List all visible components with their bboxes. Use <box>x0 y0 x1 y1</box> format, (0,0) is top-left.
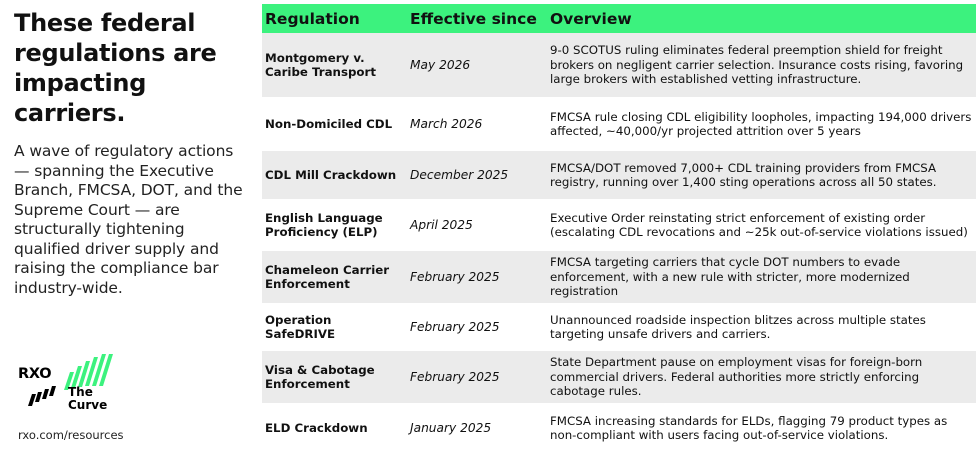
regulation-overview: FMCSA rule closing CDL eligibility loopholes, impacting 194,000 drivers affected, ~40,000/yr projected attrition over 5 years <box>550 109 972 138</box>
regulation-overview: FMCSA targeting carriers that cycle DOT numbers to evade enforcement, with a new rule with stricter, more modernized registration <box>547 251 976 303</box>
effective-date: March 2026 <box>410 116 483 131</box>
regulation-name: Chameleon Carrier Enforcement <box>262 251 407 303</box>
table-row <box>262 97 976 151</box>
table-header-row <box>262 4 976 33</box>
regulation-overview: 9-0 SCOTUS ruling eliminates federal preemption shield for freight brokers on negligent carrier selection. Insurance costs rising, favoring large brokers with established vetting infrastructure. <box>547 33 976 97</box>
regulation-name: CDL Mill Crackdown <box>262 151 407 199</box>
effective-date: December 2025 <box>407 151 547 199</box>
regulation-overview: Unannounced roadside inspection blitzes across multiple states targeting unsafe drivers and carriers. <box>550 312 926 341</box>
resources-link[interactable]: rxo.com/resources <box>18 428 124 442</box>
table-row <box>262 33 976 97</box>
effective-date: February 2025 <box>407 351 547 403</box>
table-row <box>262 199 976 251</box>
regulation-overview: State Department pause on employment visas for foreign-born commercial drivers. Federal authorities more strictly enforcing cabotage rules. <box>547 351 976 403</box>
logo-brand: RXO <box>18 366 52 382</box>
effective-date: May 2026 <box>407 33 547 97</box>
regulation-overview: FMCSA/DOT removed 7,000+ CDL training providers from FMCSA registry, running over 1,400 sting operations across all 50 states. <box>547 151 976 199</box>
effective-date: April 2025 <box>410 217 473 232</box>
header-regulation: Regulation <box>262 4 407 33</box>
logo-curve: Curve <box>68 398 108 412</box>
regulation-name: Non-Domiciled CDL <box>265 116 393 131</box>
effective-date: February 2025 <box>407 251 547 303</box>
regulation-name: Montgomery v. Caribe Transport <box>262 33 407 97</box>
effective-date: January 2025 <box>410 420 492 435</box>
regulation-name: Operation SafeDRIVE <box>265 312 336 341</box>
table-row <box>262 403 976 453</box>
header-overview: Overview <box>547 4 976 33</box>
regulation-name: Visa & Cabotage Enforcement <box>262 351 407 403</box>
logo-the: The <box>68 385 93 399</box>
intro-paragraph: A wave of regulatory actions — spanning the Executive Branch, FMCSA, DOT, and the Supreme Court — are structurally tightening qualified driver supply and raising the compliance bar industry-wide. <box>14 142 243 297</box>
table-row <box>262 351 976 403</box>
regulation-name: ELD Crackdown <box>265 420 368 435</box>
sidebar <box>14 8 249 298</box>
page-title: These federal regulations are impacting carriers. <box>14 9 217 127</box>
rxo-the-curve-logo <box>18 352 128 414</box>
regulations-table <box>262 4 976 453</box>
effective-date: February 2025 <box>410 319 500 334</box>
regulation-overview: Executive Order reinstating strict enforcement of existing order (escalating CDL revocations and ~25k out-of-service violations issued) <box>550 210 968 239</box>
table-row <box>262 251 976 303</box>
regulation-name: English Language Proficiency (ELP) <box>265 210 383 239</box>
regulation-overview: FMCSA increasing standards for ELDs, flagging 79 product types as non-compliant with users facing out-of-service violations. <box>550 413 948 442</box>
header-effective-since: Effective since <box>407 4 547 33</box>
table-row <box>262 303 976 351</box>
table-row <box>262 151 976 199</box>
